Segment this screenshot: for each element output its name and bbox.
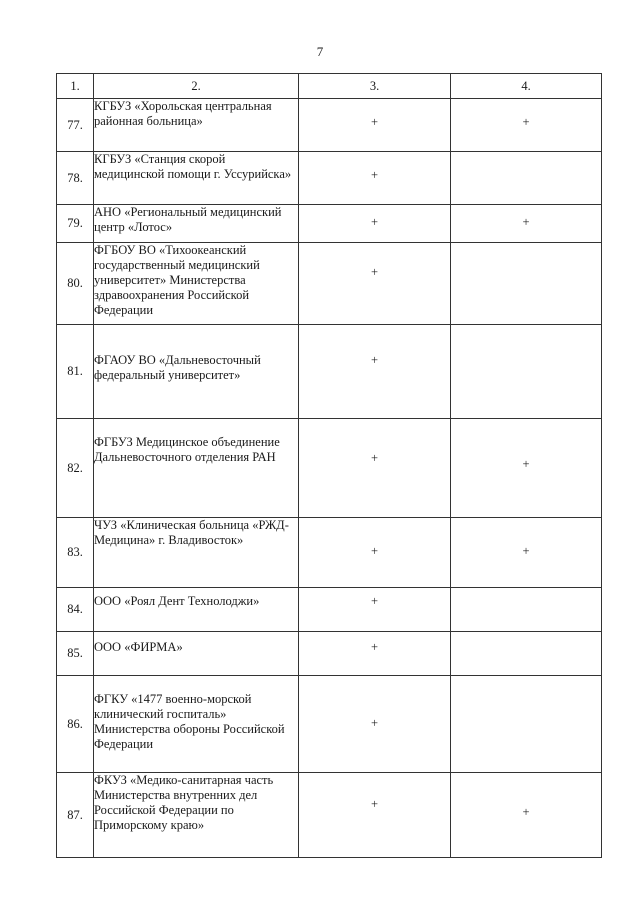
table-header-row — [57, 74, 602, 99]
row-number: 78. — [57, 152, 94, 205]
table-row — [57, 205, 602, 243]
table-row — [57, 152, 602, 205]
organization-name: ООО «Роял Дент Технолоджи» — [94, 588, 299, 632]
mark-col4: + — [522, 215, 530, 229]
row-number: 85. — [57, 632, 94, 676]
table-row — [57, 518, 602, 588]
row-number: 84. — [57, 588, 94, 632]
row-number: 77. — [57, 99, 94, 152]
organization-name: ФГБОУ ВО «Тихоокеанский государственный медицинский университет» Министерства здравоохранения Российской Федерации — [94, 243, 299, 325]
mark-col4 — [451, 152, 601, 168]
mark-col3: + — [370, 353, 379, 367]
mark-col3: + — [370, 544, 379, 558]
mark-col3: + — [370, 265, 379, 279]
row-number: 83. — [57, 518, 94, 588]
table-row — [57, 773, 602, 858]
row-number: 87. — [57, 773, 94, 858]
mark-col3: + — [370, 451, 379, 465]
mark-col3: + — [370, 168, 379, 182]
mark-col4: + — [522, 805, 530, 819]
table-row — [57, 588, 602, 632]
organization-name: ФГБУЗ Медицинское объединение Дальневосточного отделения РАН — [94, 419, 299, 518]
organization-name: КГБУЗ «Хорольская центральная районная больница» — [94, 99, 299, 152]
row-number: 86. — [57, 676, 94, 773]
mark-col4 — [451, 588, 601, 594]
mark-col3: + — [370, 215, 379, 229]
mark-col3: + — [370, 594, 379, 608]
table-row — [57, 243, 602, 325]
row-number: 79. — [57, 205, 94, 243]
mark-col4 — [451, 676, 601, 716]
table-row — [57, 632, 602, 676]
organization-name: ЧУЗ «Клиническая больница «РЖД-Медицина» г. Владивосток» — [94, 518, 299, 588]
page-number: 7 — [316, 44, 324, 59]
column-header-4: 4. — [451, 74, 602, 99]
mark-col4 — [451, 632, 601, 640]
mark-col3: + — [370, 797, 379, 811]
column-header-3: 3. — [299, 74, 451, 99]
organization-name: ООО «ФИРМА» — [94, 632, 299, 676]
organization-name: ФГКУ «1477 военно-морской клинический госпиталь» Министерства обороны Российской Федерации — [94, 676, 299, 773]
row-number: 82. — [57, 419, 94, 518]
mark-col3: + — [370, 716, 379, 730]
table-row — [57, 419, 602, 518]
mark-col4: + — [522, 457, 530, 471]
row-number: 80. — [57, 243, 94, 325]
row-number: 81. — [57, 325, 94, 419]
mark-col4 — [451, 325, 601, 353]
mark-col4: + — [522, 115, 530, 129]
table-row — [57, 676, 602, 773]
organizations-table — [56, 73, 602, 858]
organization-name: КГБУЗ «Станция скорой медицинской помощи г. Уссурийска» — [94, 152, 299, 205]
column-header-2: 2. — [94, 74, 299, 99]
table-row — [57, 325, 602, 419]
organization-name: АНО «Региональный медицинский центр «Лотос» — [94, 205, 299, 243]
organization-name: ФКУЗ «Медико-санитарная часть Министерства внутренних дел Российской Федерации по Приморскому краю» — [94, 773, 299, 858]
mark-col3: + — [370, 640, 379, 654]
mark-col3: + — [370, 115, 379, 129]
mark-col4: + — [522, 544, 530, 558]
table-row — [57, 99, 602, 152]
mark-col4 — [451, 243, 601, 265]
organization-name: ФГАОУ ВО «Дальневосточный федеральный университет» — [94, 325, 299, 419]
column-header-1: 1. — [57, 74, 94, 99]
